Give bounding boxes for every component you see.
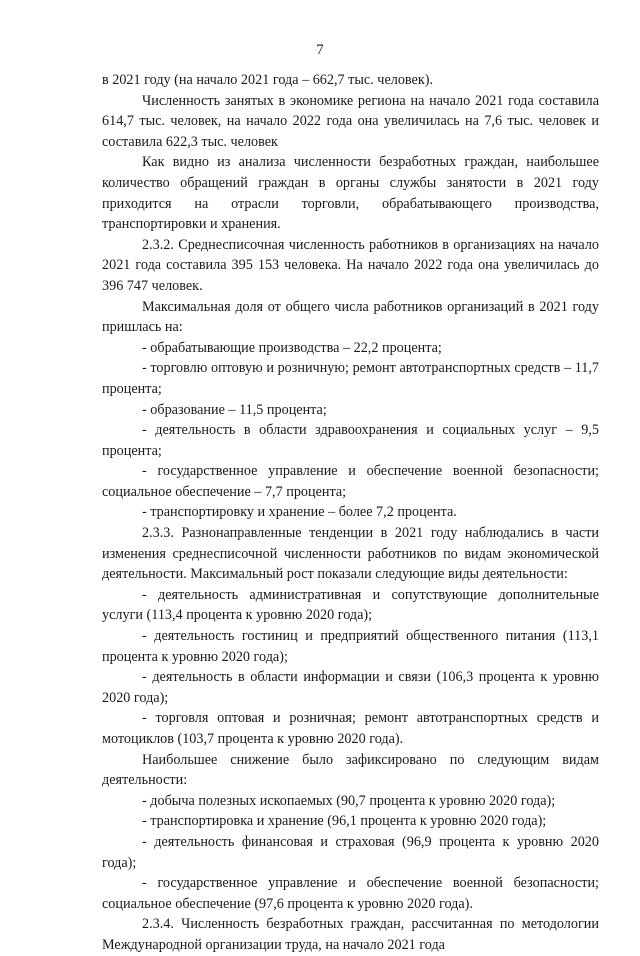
paragraph: - торговлю оптовую и розничную; ремонт автотранспортных средств – 11,7 процента; bbox=[102, 360, 599, 397]
paragraph: Максимальная доля от общего числа работников организаций в 2021 году пришлась на: bbox=[102, 298, 599, 336]
paragraph: - деятельность гостиниц и предприятий общественного питания (113,1 процента к уровню 2020 года); bbox=[102, 628, 599, 665]
paragraph: 2.3.4. Численность безработных граждан, рассчитанная по методологии Международной организации труда, на начало 2021 года bbox=[102, 916, 599, 953]
paragraph: - деятельность в области информации и связи (106,3 процента к уровню 2020 года); bbox=[102, 669, 599, 706]
paragraph: - деятельность финансовая и страховая (96,9 процента к уровню 2020 года); bbox=[102, 833, 599, 871]
paragraph: - добыча полезных ископаемых (90,7 процента к уровню 2020 года); bbox=[142, 792, 556, 809]
paragraph: 2.3.2. Среднесписочная численность работников в организациях на начало 2021 года составила 395 153 человека. На начало 2022 года она увеличилась до 396 747 человек. bbox=[102, 236, 599, 294]
paragraph: 2.3.3. Разнонаправленные тенденции в 2021 году наблюдались в части изменения среднесписочной численности работников по видам экономической деятельности. Максимальный рост показали следующие виды деятельности: bbox=[102, 525, 599, 583]
paragraph: в 2021 году (на начало 2021 года – 662,7 тыс. человек). bbox=[102, 72, 433, 88]
paragraph: Наибольшее снижение было зафиксировано по следующим видам деятельности: bbox=[102, 751, 599, 789]
paragraph: - деятельность административная и сопутствующие дополнительные услуги (113,4 процента к уровню 2020 года); bbox=[102, 586, 599, 624]
paragraph: - государственное управление и обеспечение военной безопасности; социальное обеспечение (97,6 процента к уровню 2020 года). bbox=[102, 875, 599, 912]
paragraph: - государственное управление и обеспечение военной безопасности; социальное обеспечение – 7,7 процента; bbox=[102, 463, 599, 500]
paragraph: Численность занятых в экономике региона на начало 2021 года составила 614,7 тыс. человек, на начало 2022 года она увеличилась на 7,6 тыс. человек и составила 622,3 тыс. человек bbox=[102, 92, 599, 150]
paragraph: - транспортировка и хранение (96,1 процента к уровню 2020 года); bbox=[142, 813, 547, 830]
document-body bbox=[102, 70, 599, 956]
paragraph: - транспортировку и хранение – более 7,2 процента. bbox=[142, 504, 457, 521]
paragraph: - торговля оптовая и розничная; ремонт автотранспортных средств и мотоциклов (103,7 процента к уровню 2020 года). bbox=[102, 710, 599, 747]
page-number: 7 bbox=[316, 42, 324, 58]
paragraph: Как видно из анализа численности безработных граждан, наибольшее количество обращений граждан в органы службы занятости в 2021 году приходится на отрасли торговли, обрабатывающего производства, транспортировки и хранения. bbox=[102, 154, 599, 233]
paragraph: - деятельность в области здравоохранения и социальных услуг – 9,5 процента; bbox=[102, 422, 599, 459]
paragraph: - обрабатывающие производства – 22,2 процента; bbox=[142, 339, 442, 356]
paragraph: - образование – 11,5 процента; bbox=[142, 401, 327, 418]
